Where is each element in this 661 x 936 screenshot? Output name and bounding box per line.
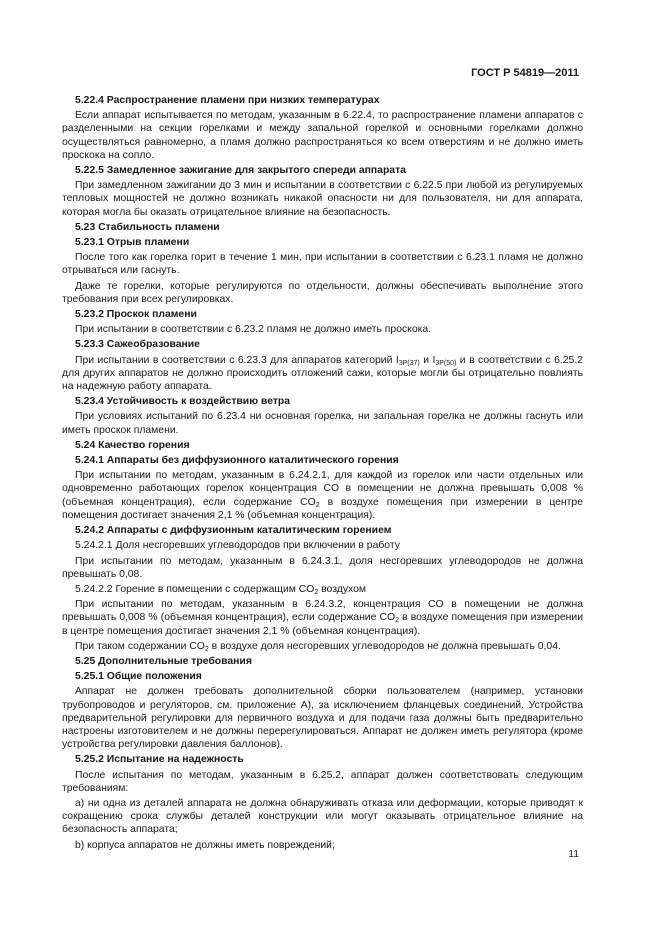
paragraph: При замедленном зажигании до 3 мин и испытании в соответствии с 6.22.5 при любой из регулируемых тепловых мощностей не должно возникать никакой опасности ни для пользователя, ни для аппарата, которая могла бы оказать отрицательное влияние на безопасность. [62,180,583,218]
paragraph: При испытании по методам, указанным в 6.24.3.2, концентрация CO в помещении не должна превышать 0,008 % (объемная концентрация), если содержание $CO_2$ в воздухе помещения при измерении в центре помещения достигает значения 2,1 % (объемная концентрация). [62,599,584,637]
paragraph: При испытании по методам, указанным в 6.24.2.1, для каждой из горелок или части отдельных или одновременно работающих горелок концентрация CO в помещении не должна превышать 0,008 % (объемная концентрация), если содержание $CO_2$ в воздухе помещения при измерении в центре помещения достигает значения 2,1 % (объемная концентрация). [62,470,583,521]
heading-5-23-3: 5.23.3 Сажеобразование [75,339,200,351]
list-item-b: b) корпуса аппаратов не должны иметь повреждений; [75,839,335,851]
subheading-5-24-2-1: 5.24.2.1 Доля несгоревших углеводородов при включении в работу [75,540,400,552]
list-item-a: a) ни одна из деталей аппарата не должна обнаруживать отказа или деформации, которые приводят к сокращению срока службы деталей конструкции или могут оказывать отрицательное влияние на безопасность аппарата; [62,797,583,836]
heading-5-22-4: 5.22.4 Распространение пламени при низких температурах [75,95,380,106]
page-body [62,93,583,854]
heading-5-23-1: 5.23.1 Отрыв пламени [75,237,190,249]
paragraph: При испытании в соответствии с 6.23.3 для аппаратов категорий $I_{3P(37)}$ и $I_{3P(50)}$ и в соответствии с 6.25.2 для других аппаратов не должно происходить отложений сажи, которые могли бы отрицательно повлиять на надежную работу аппарата. [62,354,583,393]
heading-5-24-1: 5.24.1 Аппараты без диффузионного каталитического горения [75,455,399,467]
paragraph: После испытания по методам, указанным в 6.25.2, аппарат должен соответствовать следующим требованиям: [62,769,583,794]
heading-5-24: 5.24 Качество горения [75,439,190,451]
heading-5-25: 5.25 Дополнительные требования [75,655,252,667]
paragraph: Аппарат не должен требовать дополнительной сборки пользователем (например, установки трубопроводов и регуляторов, см. приложение А), за исключением фланцевых соединений. Устройства предварительной регулировки для первичного воздуха и для подачи газа должны быть предварительно настроены изготовителем и не должны перерегулироваться. Аппарат не должен иметь регулятора (кроме устройства регулировки давления баллонов). [62,686,583,751]
heading-5-25-1: 5.25.1 Общие положения [75,671,202,683]
heading-5-23: 5.23 Стабильность пламени [75,221,220,233]
document-code: ГОСТ Р 54819—2011 [471,67,579,79]
paragraph: При таком содержании $CO_2$ в воздухе доля несгоревших углеводородов не должна превышать 0,04. [75,640,561,653]
paragraph: Если аппарат испытывается по методам, указанным в 6.22.4, то распространение пламени аппаратов с разделенными на секции горелками и между запальной горелкой и основными горелками должно осуществляться равномерно, а пламя должно распространяться ко всем отверстиям и не должно иметь проскока на сопло. [62,110,583,161]
heading-5-23-4: 5.23.4 Устойчивость к воздействию ветра [75,396,291,408]
paragraph: При условиях испытаний по 6.23.4 ни основная горелка, ни запальная горелка не должны гаснуть или иметь проскок пламени. [62,411,583,436]
heading-5-25-2: 5.25.2 Испытание на надежность [75,754,244,766]
page-number: 11 [568,849,579,860]
subheading-5-24-2-2: 5.24.2.2 Горение в помещении с содержащим $CO_2$ воздухом [75,583,367,596]
heading-5-22-5: 5.22.5 Замедленное зажигание для закрытого спереди аппарата [75,165,406,177]
heading-5-23-2: 5.23.2 Проскок пламени [75,309,197,321]
paragraph: После того как горелка горит в течение 1 мин, при испытании в соответствии с 6.23.1 пламя не должно отрываться или гаснуть. [62,252,583,277]
paragraph: При испытании в соответствии с 6.23.2 пламя не должно иметь проскока. [75,324,432,336]
heading-5-24-2: 5.24.2 Аппараты с диффузионным каталитическим горением [75,525,392,537]
paragraph: При испытании по методам, указанным в 6.24.3.1, доля несгоревших углеводородов не должна превышать 0,08. [62,555,583,580]
paragraph: Даже те горелки, которые регулируются по отдельности, должны обеспечивать выполнение этого требования при всех регулировках. [62,280,583,305]
